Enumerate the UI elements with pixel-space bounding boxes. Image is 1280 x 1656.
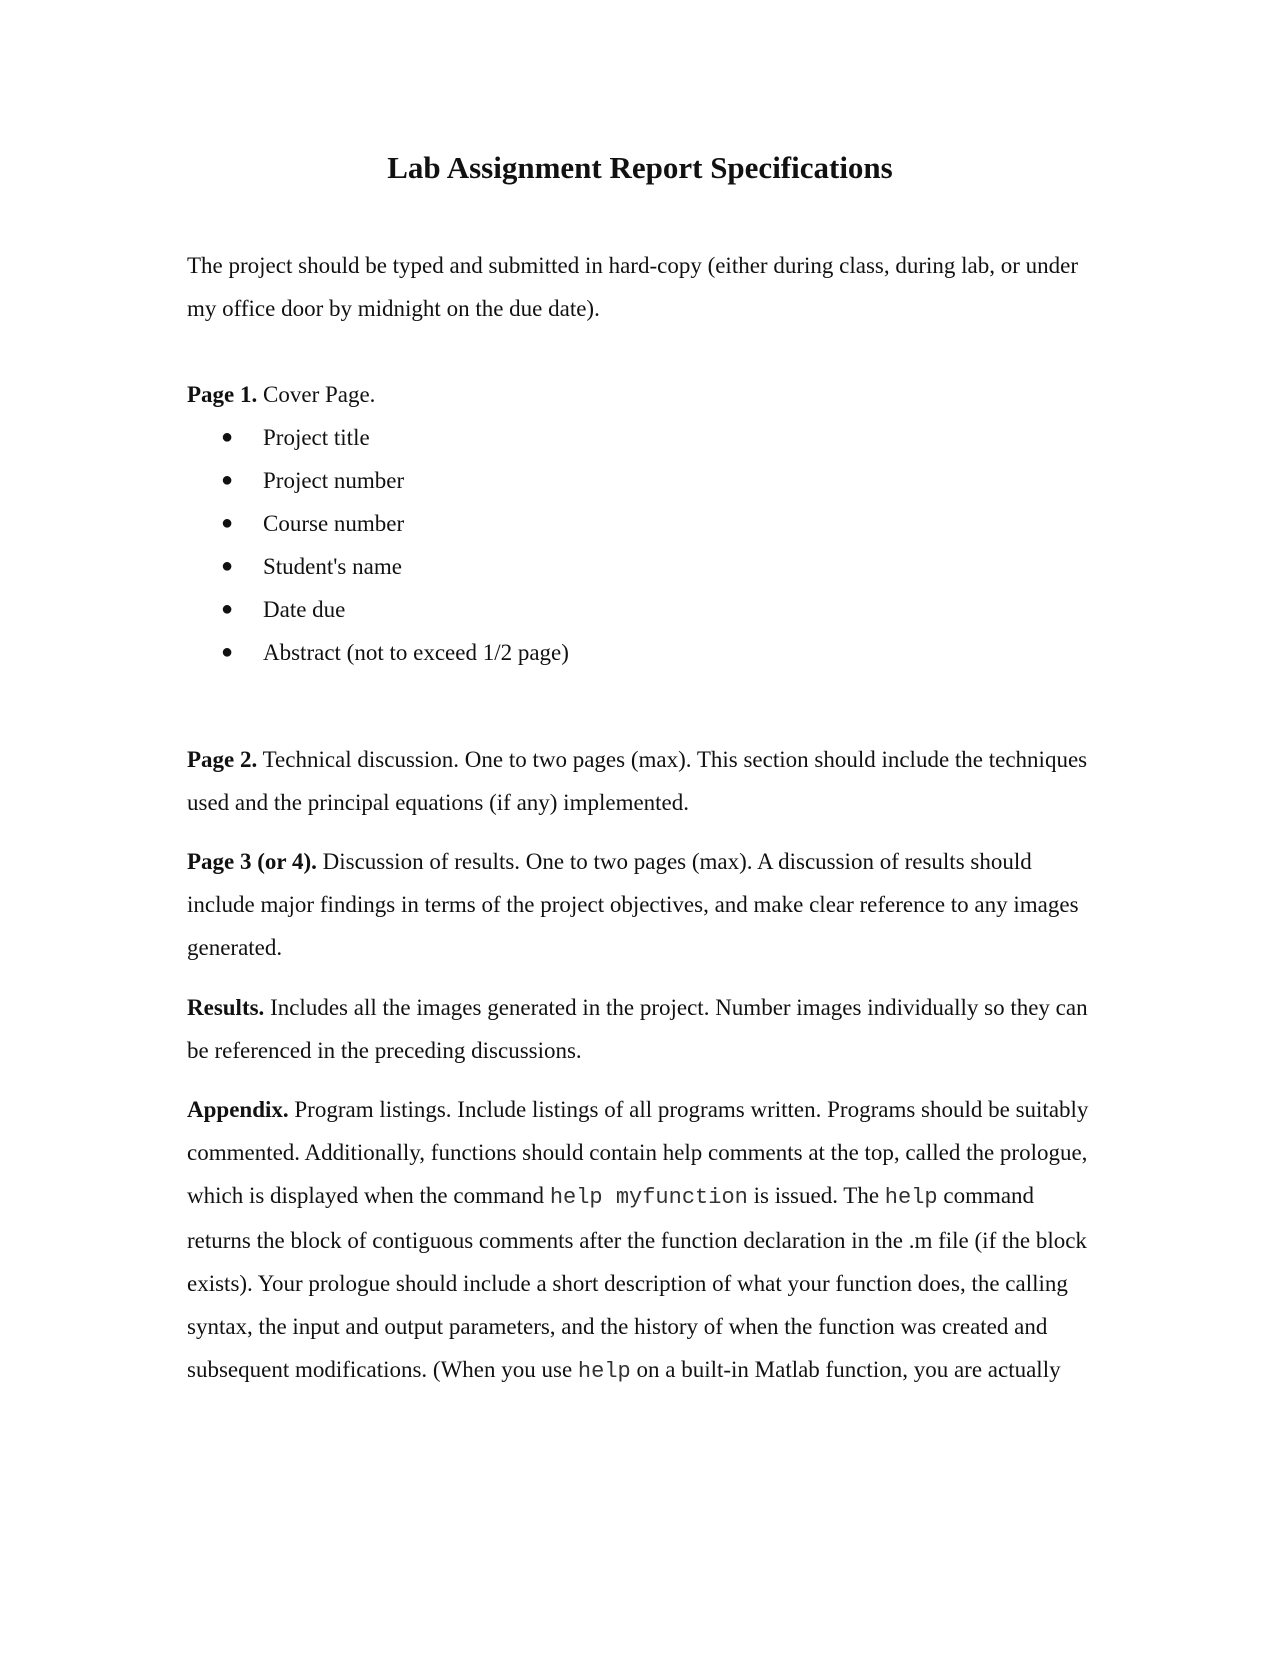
bullet-icon: ● [221, 512, 234, 534]
page1-text: Cover Page. [257, 382, 376, 407]
results-text: Includes all the images generated in the project. Number images individually so they can be referenced in the preceding discussions. [187, 995, 1088, 1063]
list-item-text: Date due [263, 597, 346, 622]
list-item-text: Abstract (not to exceed 1/2 page) [263, 640, 569, 665]
appendix-label: Appendix. [187, 1097, 289, 1122]
list-item-text: Course number [263, 511, 405, 536]
list-item-text: Student's name [263, 554, 402, 579]
appendix-text-4: on a built-in Matlab function, you are actually [630, 1357, 1061, 1382]
appendix-text-3: command returns the block of contiguous comments after the function declaration in the .m file (if the block exists). Your prologue should include a short description of what your function does, the calling syntax, the input and output parameters, and the history of when the function was created and subsequent modifications. (When you use [187, 1183, 1087, 1382]
page2-label: Page 2. [187, 747, 258, 772]
help-myfunction-code: help myfunction [549, 1185, 748, 1210]
page2-text: Technical discussion. One to two pages (max). This section should include the techniques used and the principal equations (if any) implemented. [187, 747, 1088, 815]
appendix-text-2: is issued. The [747, 1183, 885, 1208]
appendix-paragraph [187, 1088, 1097, 1393]
help-code: help [884, 1185, 938, 1210]
page2-paragraph [187, 738, 1097, 824]
list-item [187, 416, 1087, 459]
cover-page-list [187, 416, 1087, 674]
document-title: Lab Assignment Report Specifications [387, 150, 893, 185]
bullet-icon: ● [221, 555, 234, 577]
page1-label: Page 1. [187, 382, 258, 407]
help-code: help [577, 1359, 631, 1384]
intro-paragraph: The project should be typed and submitted in hard-copy (either during class, during lab, or under my office door by midnight on the due date). [187, 253, 1079, 321]
appendix-text-1: Program listings. Include listings of all programs written. Programs should be suitably commented. Additionally, functions should contain help comments at the top, called the prologue, which is displayed when the command [187, 1097, 1089, 1208]
bullet-icon: ● [221, 598, 234, 620]
list-item-text: Project number [263, 468, 405, 493]
list-item-text: Project title [263, 425, 370, 450]
bullet-icon: ● [221, 641, 234, 663]
list-item [187, 588, 1087, 631]
page3-text: Discussion of results. One to two pages (max). A discussion of results should include major findings in terms of the project objectives, and make clear reference to any images generated. [187, 849, 1079, 960]
bullet-icon: ● [221, 426, 234, 448]
list-item [187, 545, 1087, 588]
list-item [187, 631, 1087, 674]
results-paragraph [187, 986, 1097, 1072]
list-item [187, 459, 1087, 502]
list-item [187, 502, 1087, 545]
page3-paragraph [187, 840, 1097, 969]
page3-label: Page 3 (or 4). [187, 849, 317, 874]
results-label: Results. [187, 995, 265, 1020]
page1-heading [187, 373, 1097, 416]
bullet-icon: ● [221, 469, 234, 491]
